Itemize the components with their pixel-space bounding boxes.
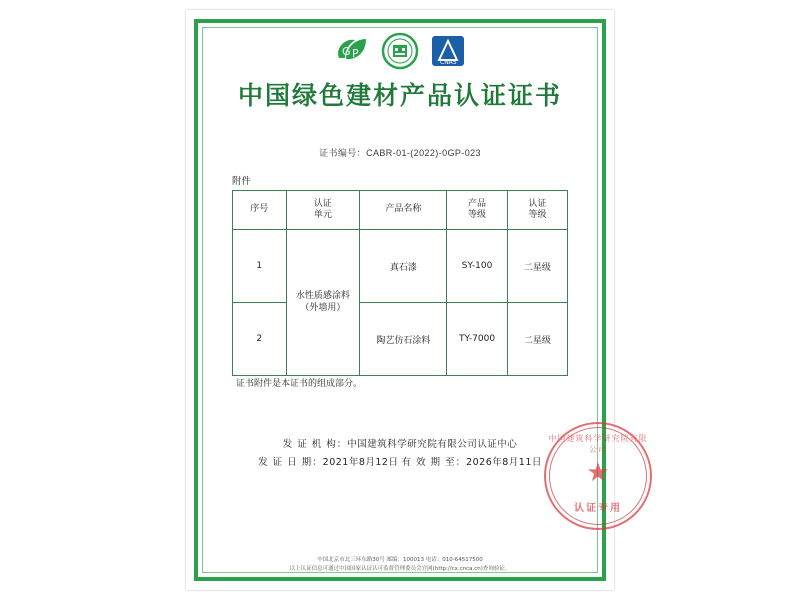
- issue-date-label: 发 证 日 期：: [258, 457, 323, 469]
- cell-cert-level: 二星级: [507, 230, 567, 303]
- issuer-org-label: 发 证 机 构：: [282, 439, 348, 450]
- table-header-unit: 认证 单元: [286, 191, 360, 230]
- gp-green-product-logo-icon: [333, 32, 371, 70]
- seal-bottom-text: 认证专用: [574, 503, 622, 514]
- cnas-accreditation-logo-icon: [429, 32, 467, 70]
- svg-text:G: G: [342, 45, 351, 58]
- cell-product-name: 陶艺仿石涂料: [360, 303, 447, 376]
- table-header-row: [233, 191, 568, 230]
- issuer-block: [186, 436, 614, 472]
- cabr-certification-logo-icon: [381, 32, 419, 70]
- seal-star-icon: ★: [586, 456, 610, 487]
- table-header-product-grade: 产品 等级: [447, 191, 507, 230]
- page-title: 中国绿色建材产品认证证书: [237, 81, 562, 110]
- issuer-org-line: [186, 436, 614, 454]
- attachment-label: 附件: [232, 176, 252, 187]
- cell-product-grade: TY-7000: [447, 303, 507, 376]
- cell-product-grade: SY-100: [447, 230, 507, 303]
- issuer-org-value: 中国建筑科学研究院有限公司认证中心: [347, 439, 518, 450]
- issue-date-value: 2021年8月12日: [322, 457, 399, 469]
- product-table-wrapper: [232, 190, 568, 376]
- fineprint-line-2: 以上认证信息可通过中国国家认证认可监督管理委员会官网(http://cx.cnca.cn)查询验证。: [289, 566, 511, 573]
- cell-row-no: 1: [233, 230, 287, 303]
- svg-text:P: P: [352, 47, 359, 60]
- certificate-number: 证书编号：CABR-01-(2022)-0GP-023: [319, 148, 481, 158]
- table-note: 证书附件是本证书的组成部分。: [236, 378, 363, 388]
- cell-row-no: 2: [233, 303, 287, 376]
- certificate-sheet: [186, 10, 648, 590]
- expiry-value: 2026年8月11日: [466, 457, 542, 469]
- product-table: [232, 190, 568, 376]
- table-header-product-name: 产品名称: [360, 191, 447, 230]
- fineprint-line-1: 中国北京市北三环东路30号 邮编：100013 电话：010-64517500: [317, 557, 483, 564]
- logo-row: [186, 32, 614, 70]
- table-header-no: 序号: [233, 191, 287, 230]
- cell-product-name: 真石漆: [360, 230, 447, 303]
- expiry-label: 有 效 期 至：: [401, 457, 467, 469]
- cell-cert-unit: 水性质感涂料 （外墙用）: [286, 230, 360, 376]
- table-row: [233, 230, 568, 303]
- issuer-date-line: [186, 454, 614, 472]
- footer-fineprint: [186, 556, 614, 574]
- cell-cert-level: 二星级: [507, 303, 567, 376]
- svg-text:CNAS: CNAS: [440, 59, 457, 66]
- seal-top-text: 中国建筑科学研究院有限公司: [548, 434, 648, 454]
- table-header-cert-level: 认证 等级: [507, 191, 567, 230]
- table-row: [233, 303, 568, 376]
